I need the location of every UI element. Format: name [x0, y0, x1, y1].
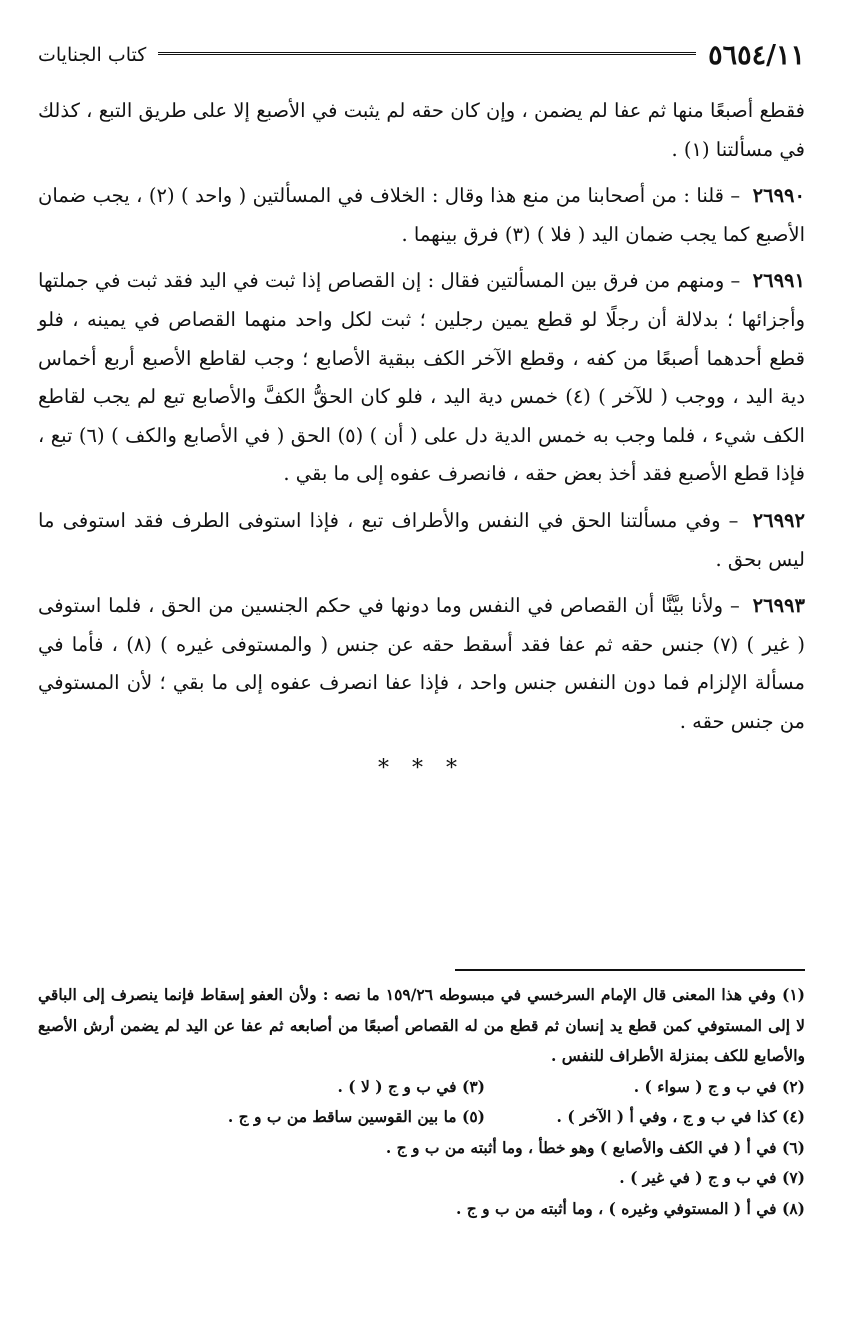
paragraph-text: – قلنا : من أصحابنا من منع هذا وقال : الخلاف في المسألتين ( واحد ) (٢) ، يجب ضمان الأصبع كما يجب ضمان اليد ( فلا ) (٣) فرق بينهما .: [38, 184, 805, 246]
paragraph: [38, 502, 805, 579]
footnote-7: (٧) في ب و ج ( في غير ) .: [619, 1168, 805, 1187]
page-number: ٥٦٥٤/١١: [708, 39, 805, 71]
header-rule: [158, 52, 696, 58]
chapter-title: كتاب الجنايات: [38, 44, 147, 66]
footnotes: [38, 980, 805, 1224]
footnote-2: (٢) في ب و ج ( سواء ) .: [633, 1076, 805, 1096]
footnote-4: (٤) كذا في ب و ج ، وفي أ ( الآخر ) .: [556, 1107, 805, 1126]
paragraph-text: – ومنهم من فرق بين المسألتين فقال : إن القصاص إذا ثبت في اليد فقد ثبت في جملتها وأجزائها ؛ بدلالة أن رجلًا لو قطع يمين رجلين ؛ ثبت لكل واحد منهما القصاص في يمينه ، فلو قطع أحدهما أصبعًا من كفه ، وقطع الآخر الكف ببقية الأصابع ؛ وجب لقاطع الأصبع أربع أخماس دية اليد ، ووجب ( للآخر ) (٤) خمس دية اليد ، فلو كان الحقُّ الكفَّ والأصابع تبع لم يجب لقاطع الكف شيء ، فلما وجب به خمس الدية دل على ( أن ) (٥) الحق ( في الأصابع والكف ) (٦) تبع ، فإذا قطع الأصبع فقد أخذ بعض حقه ، فانصرف عفوه إلى ما بقي .: [38, 269, 805, 486]
footnote-3: (٣) في ب و ج ( لا ) .: [337, 1076, 485, 1096]
paragraph-text: – ولأنا بيَّنَّا أن القصاص في النفس وما دونها في حكم الجنسين من الحق ، فلما استوفى ( غير ) (٧) جنس حقه ثم عفا فقد أسقط حقه عن جنس ( والمستوفى غيره ) (٨) ، فأما في مسألة الإلزام فما دون النفس جنس واحد ، فإذا عفا انصرف عفوه إلى ما بقي ؛ لأن المستوفي من جنس حقه .: [38, 594, 806, 733]
paragraph-number: ٢٦٩٩٠: [752, 184, 805, 208]
paragraph-text: فقطع أصبعًا منها ثم عفا لم يضمن ، وإن كان حقه لم يثبت في الأصبع إلا على طريق التبع ، كذلك في مسألتنا (١) .: [38, 99, 805, 161]
footnote-rule: [455, 969, 805, 971]
footnote-row: [38, 1102, 805, 1133]
main-text: [38, 92, 805, 788]
paragraph: [38, 587, 805, 741]
footnote-6: (٦) في أ ( في الكف والأصابع ) وهو خطأ ، وما أثبته من ب و ج .: [385, 1137, 805, 1157]
footnote-row: [38, 1072, 805, 1103]
paragraph: [38, 177, 805, 254]
paragraph-number: ٢٦٩٩٢: [752, 508, 805, 532]
footnote-8: (٨) في أ ( المستوفي وغيره ) ، وما أثبته من ب و ج .: [455, 1198, 805, 1218]
section-separator: * * *: [378, 755, 465, 781]
paragraph-number: ٢٦٩٩٣: [752, 594, 805, 618]
footnote-5: (٥) ما بين القوسين ساقط من ب و ج .: [227, 1107, 485, 1126]
paragraph-text: – وفي مسألتنا الحق في النفس والأطراف تبع ، فإذا استوفى الطرف فقد استوفى ما ليس بحق .: [38, 508, 805, 571]
paragraph: [38, 92, 805, 169]
page-header: [38, 38, 805, 72]
paragraph-number: ٢٦٩٩١: [752, 269, 806, 293]
paragraph: [38, 262, 805, 494]
footnote-1: (١) وفي هذا المعنى قال الإمام السرخسي في مبسوطه ١٥٩/٢٦ ما نصه : ولأن العفو إسقاط فإنما ينصرف إلى الباقي لا إلى المستوفي كمن قطع يد إنسان ثم قطع من له القصاص أصبعًا من أصابعه ثم عفا عن اليد لم يضمن أرش الأصبع والأصابع للكف بمنزلة الأطراف للنفس .: [38, 985, 805, 1065]
